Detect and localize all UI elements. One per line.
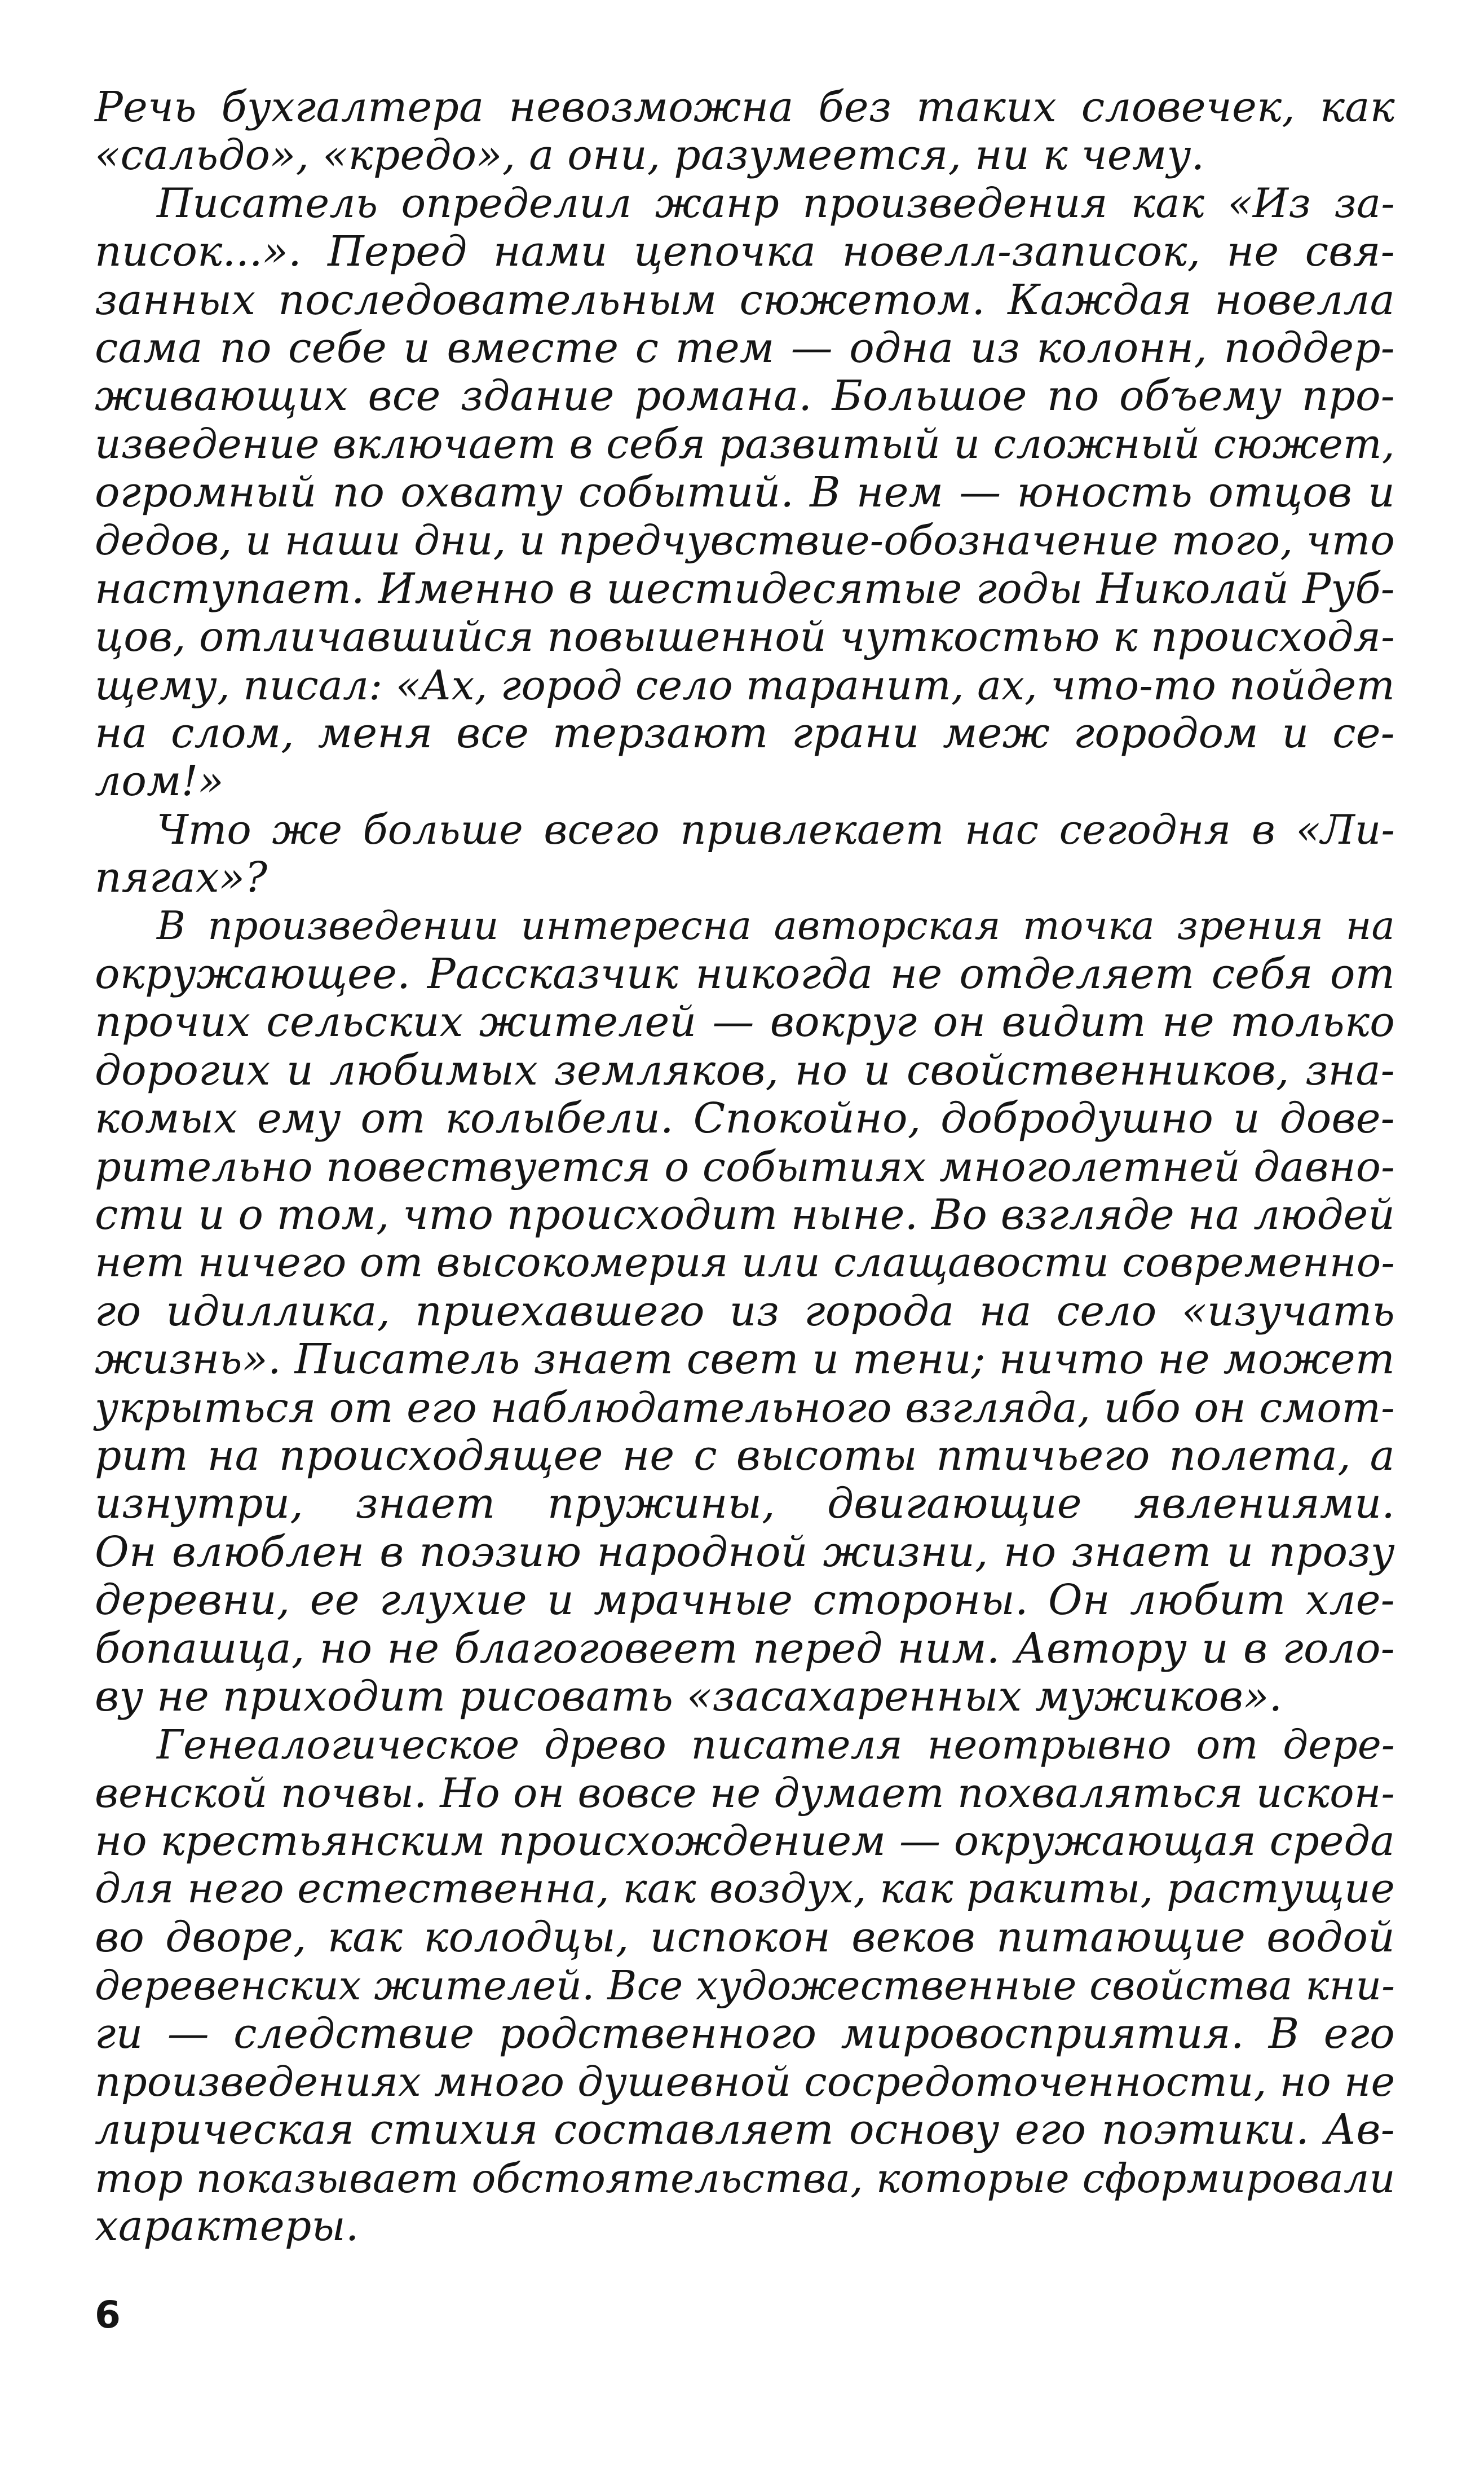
text-line: нет ничего от высокомерия или слащавости современно-: [95, 1239, 1395, 1287]
text-line: на слом, меня все терзают грани меж городом и се-: [95, 709, 1395, 758]
text-line: прочих сельских жителей — вокруг он видит не только: [95, 998, 1395, 1047]
text-line: изведение включает в себя развитый и сложный сюжет,: [95, 420, 1395, 468]
text-line: наступает. Именно в шестидесятые годы Николай Руб-: [95, 564, 1395, 613]
text-line: сти и о том, что происходит ныне. Во взгляде на людей: [95, 1190, 1395, 1239]
text-line: жизнь». Писатель знает свет и тени; ничто не может: [95, 1335, 1395, 1384]
text-line: дорогих и любимых земляков, но и свойственников, зна-: [95, 1046, 1395, 1095]
text-line: рительно повествуется о событиях многолетней давно-: [95, 1143, 1395, 1191]
text-line: но крестьянским происхождением — окружающая среда: [95, 1817, 1395, 1866]
text-line: В произведении интересна авторская точка зрения на: [157, 903, 1395, 949]
text-line: Генеалогическое древо писателя неотрывно от дере-: [157, 1721, 1395, 1769]
text-line: характеры.: [95, 2202, 359, 2251]
text-line: го идиллика, приехавшего из города на село «изучать: [95, 1286, 1395, 1336]
text-line: ги — следствие родственного мировосприятия. В его: [95, 2009, 1395, 2058]
page-number: 6: [95, 2293, 121, 2337]
text-line: «сальдо», «кредо», а они, разумеется, ни к чему.: [95, 131, 1205, 180]
text-line: лом!»: [95, 757, 224, 806]
text-line: деревни, ее глухие и мрачные стороны. Он любит хле-: [95, 1576, 1395, 1625]
text-line: произведениях много душевной сосредоточенности, но не: [95, 2058, 1395, 2106]
text-line: тор показывает обстоятельства, которые сформировали: [95, 2154, 1395, 2202]
body-text: [95, 83, 1395, 2251]
text-line: Речь бухгалтера невозможна без таких словечек, как: [95, 83, 1395, 131]
text-line: Он влюблен в поэзию народной жизни, но знает и прозу: [95, 1527, 1395, 1576]
text-line: рит на происходящее не с высоты птичьего полета, а: [95, 1431, 1395, 1480]
text-line: щему, писал: «Ах, город село таранит, ах, что-то пойдет: [95, 661, 1395, 709]
text-line: укрыться от его наблюдательного взгляда, ибо он смот-: [95, 1383, 1395, 1432]
text-line: Писатель определил жанр произведения как «Из за-: [157, 179, 1395, 227]
text-line: сама по себе и вместе с тем — одна из колонн, поддер-: [95, 323, 1395, 372]
text-line: дедов, и наши дни, и предчувствие-обозначение того, что: [95, 517, 1395, 565]
text-line: лирическая стихия составляет основу его поэтики. Ав-: [95, 2105, 1395, 2154]
text-line: венской почвы. Но он вовсе не думает похваляться искон-: [95, 1769, 1395, 1817]
text-line: деревенских жителей. Все художественные свойства кни-: [95, 1962, 1395, 2009]
text-line: окружающее. Рассказчик никогда не отделяет себя от: [95, 950, 1395, 999]
text-line: занных последовательным сюжетом. Каждая новелла: [95, 275, 1395, 324]
text-line: цов, отличавшийся повышенной чуткостью к происходя-: [95, 613, 1395, 662]
text-line: огромный по охвату событий. В нем — юность отцов и: [95, 468, 1395, 517]
text-line: комых ему от колыбели. Спокойно, добродушно и дове-: [95, 1094, 1395, 1143]
text-line: ву не приходит рисовать «засахаренных мужиков».: [95, 1672, 1283, 1721]
text-line: пягах»?: [95, 853, 268, 902]
text-line: писок...». Перед нами цепочка новелл-записок, не свя-: [95, 227, 1395, 276]
text-line: изнутри, знает пружины, двигающие явлениями.: [95, 1479, 1395, 1528]
text-line: живающих все здание романа. Большое по объему про-: [95, 372, 1395, 421]
text-line: во дворе, как колодцы, испокон веков питающие водой: [95, 1912, 1395, 1962]
text-line: бопашца, но не благоговеет перед ним. Автору и в голо-: [95, 1624, 1395, 1673]
text-line: для него естественна, как воздух, как ракиты, растущие: [95, 1865, 1395, 1913]
text-line: Что же больше всего привлекает нас сегодня в «Ли-: [157, 805, 1395, 853]
